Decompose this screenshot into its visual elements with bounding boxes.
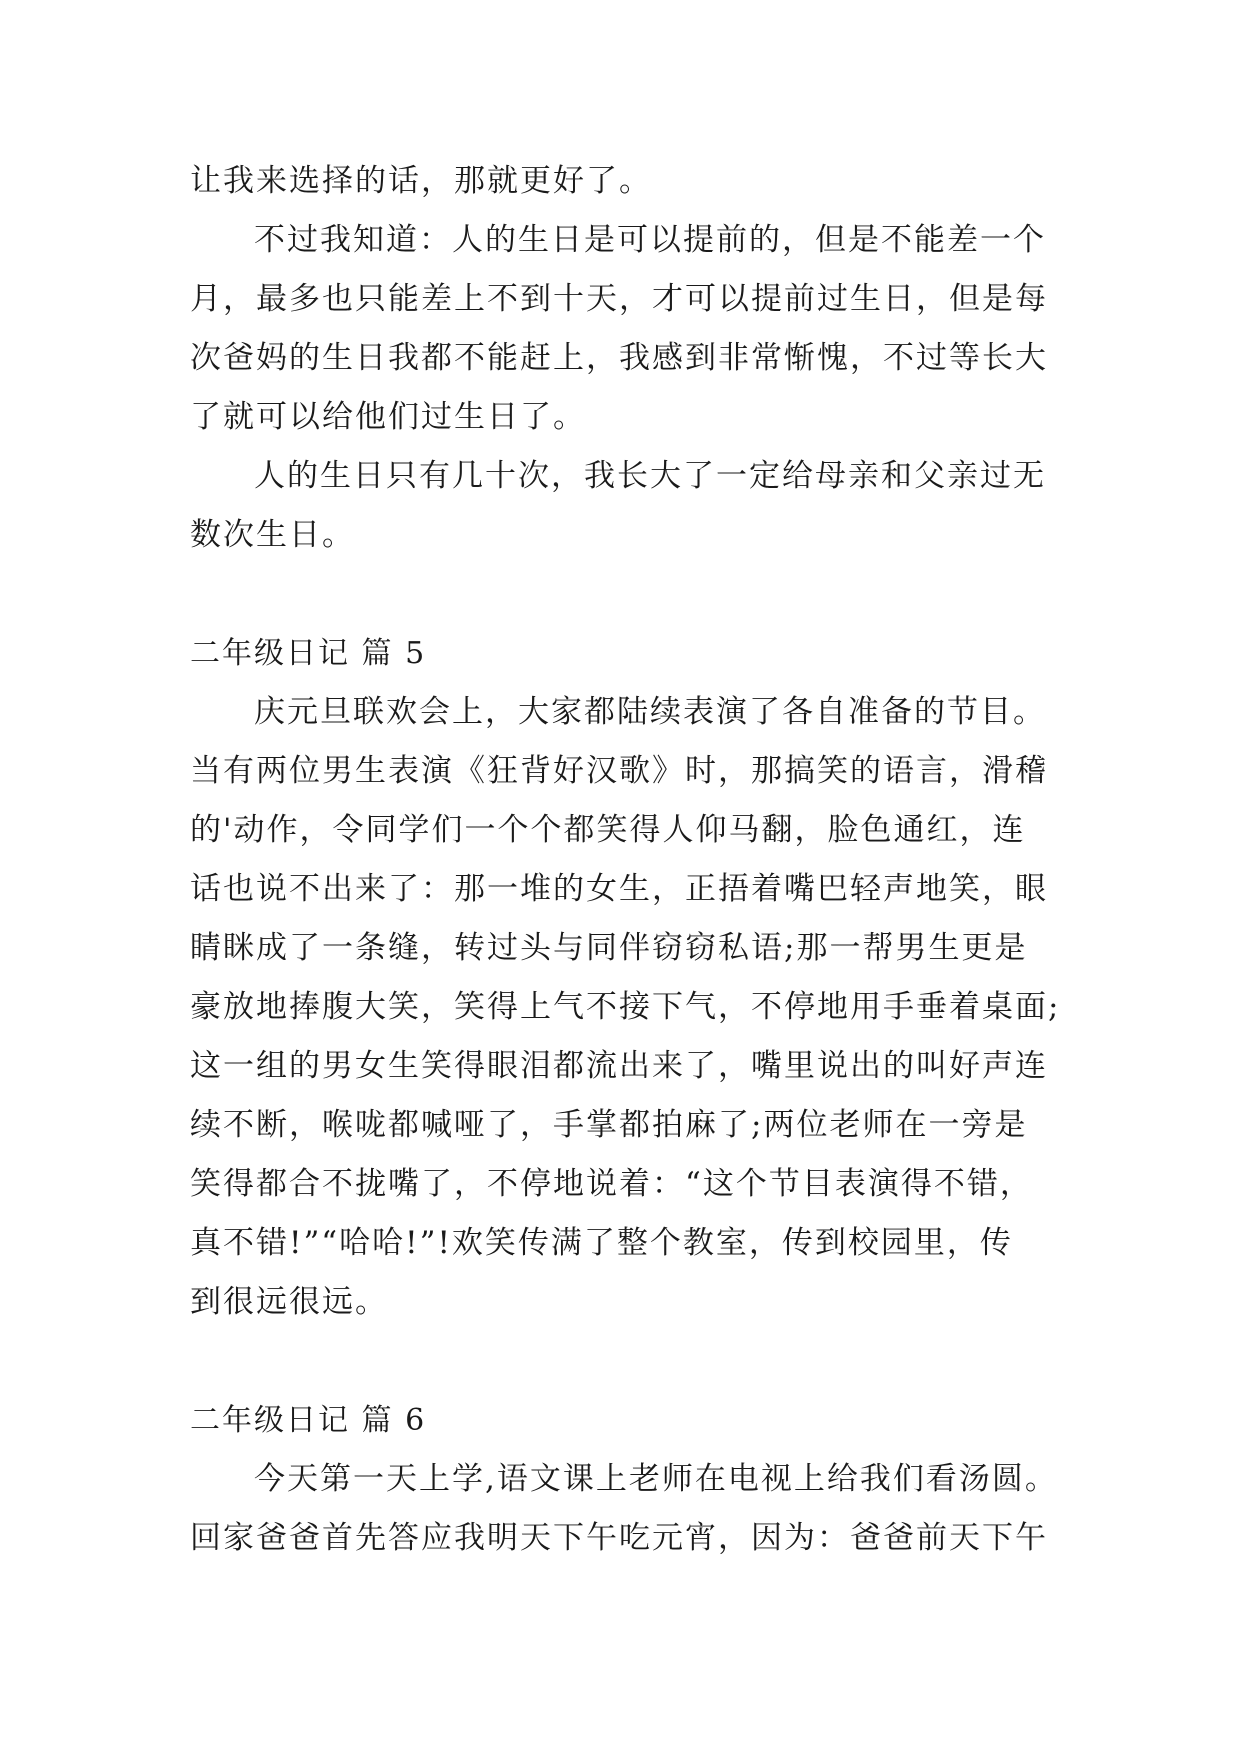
text-line: 让我来选择的话，那就更好了。 bbox=[190, 163, 652, 199]
text-line: 数次生日。 bbox=[190, 517, 355, 553]
text-line: 月，最多也只能差上不到十天，才可以提前过生日，但是每 bbox=[190, 281, 1048, 317]
text-line: 当有两位男生表演《狂背好汉歌》时，那搞笑的语言，滑稽 bbox=[190, 753, 1048, 789]
text-line: 真不错!”“哈哈!”!欢笑传满了整个教室，传到校园里，传 bbox=[190, 1225, 1013, 1261]
paragraph-gap bbox=[190, 565, 1060, 624]
text-line: 豪放地捧腹大笑，笑得上气不接下气，不停地用手垂着桌面; bbox=[190, 989, 1061, 1025]
text-line: 了就可以给他们过生日了。 bbox=[190, 399, 586, 435]
text-line: 笑得都合不拢嘴了，不停地说着：“这个节目表演得不错， bbox=[190, 1166, 1033, 1202]
text-line: 话也说不出来了：那一堆的女生，正捂着嘴巴轻声地笑，眼 bbox=[190, 871, 1048, 907]
text-line: 到很远很远。 bbox=[190, 1284, 388, 1320]
text-line: 次爸妈的生日我都不能赶上，我感到非常惭愧，不过等长大 bbox=[190, 340, 1048, 376]
section-heading: 二年级日记 篇 5 bbox=[190, 636, 427, 671]
text-line: 这一组的男女生笑得眼泪都流出来了，嘴里说出的叫好声连 bbox=[190, 1048, 1048, 1084]
section-heading: 二年级日记 篇 6 bbox=[190, 1403, 427, 1438]
document-page bbox=[190, 152, 1060, 1568]
text-line: 不过我知道：人的生日是可以提前的，但是不能差一个 bbox=[254, 222, 1046, 258]
text-line: 的'动作，令同学们一个个都笑得人仰马翻，脸色通红，连 bbox=[190, 812, 1026, 848]
paragraph-gap bbox=[190, 1332, 1060, 1391]
text-line: 人的生日只有几十次，我长大了一定给母亲和父亲过无 bbox=[254, 458, 1046, 494]
text-line: 庆元旦联欢会上，大家都陆续表演了各自准备的节目。 bbox=[254, 694, 1046, 730]
text-line: 睛眯成了一条缝，转过头与同伴窃窃私语;那一帮男生更是 bbox=[190, 930, 1028, 966]
text-line: 回家爸爸首先答应我明天下午吃元宵，因为：爸爸前天下午 bbox=[190, 1520, 1048, 1556]
text-line: 今天第一天上学,语文课上老师在电视上给我们看汤圆。 bbox=[254, 1461, 1058, 1497]
text-line: 续不断，喉咙都喊哑了，手掌都拍麻了;两位老师在一旁是 bbox=[190, 1107, 1028, 1143]
